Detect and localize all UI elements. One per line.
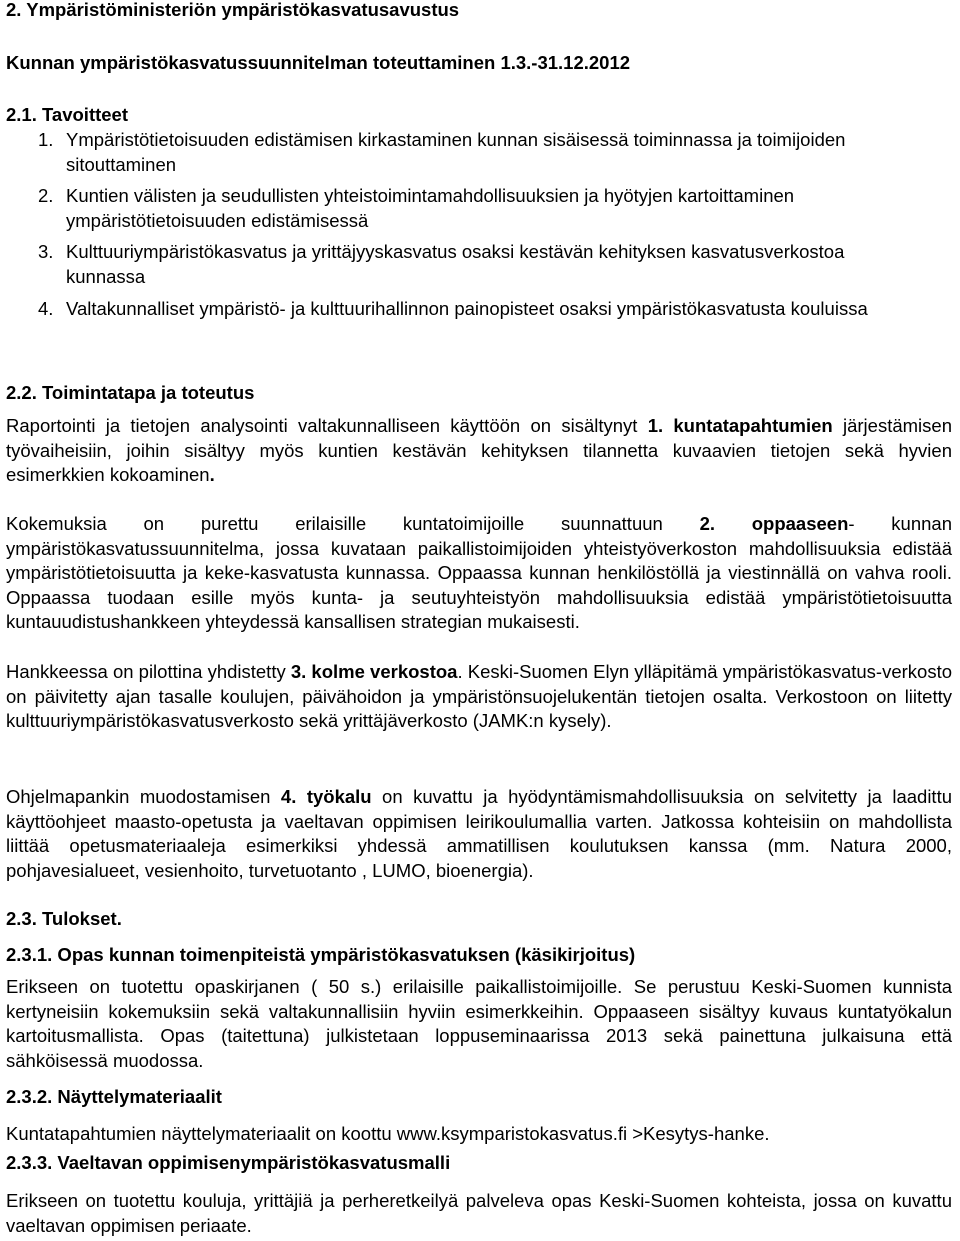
list-item (6, 240, 920, 297)
results-section-1-text: Erikseen on tuotettu opaskirjanen ( 50 s.) erilaisille paikallistoimijoille. Se perustuu Keski-Suomen kunnista kertyneisiin kokemuksiin sekä valtakunnallisiin hyviin esimerkkeihin. Oppaaseen sisältyy kuvaus kuntatyökalun kartoitusmallista. Opas (taitettuna) julkistetaan loppuseminaarissa 2013 sekä painettuna julkaisuna että sähköisessä muodossa. (6, 976, 952, 1071)
results-heading: 2.3. Tulokset. (6, 908, 122, 929)
text-span: Hankkeessa on pilottina yhdistetty (6, 661, 291, 682)
approach-paragraph-4 (6, 785, 952, 883)
list-item (6, 128, 920, 184)
page-title: 2. Ympäristöministeriön ympäristökasvatusavustus (6, 0, 460, 20)
bold-span: 4. työkalu (280, 786, 372, 807)
results-section-2-text: Kuntatapahtumien näyttelymateriaalit on koottu www.ksymparistokasvatus.fi >Kesytys-hanke. (6, 1123, 770, 1144)
text-span: Raportointi ja tietojen analysointi valtakunnalliseen käyttöön on sisältynyt (6, 415, 648, 436)
bold-span: 1. kuntatapahtumien (647, 415, 833, 436)
list-item (6, 184, 920, 240)
results-section-2-heading: 2.3.2. Näyttelymateriaalit (6, 1086, 222, 1107)
list-item (6, 297, 920, 322)
list-item-text: Kuntien välisten ja seudullisten yhteistoimintamahdollisuuksien ja hyötyjen kartoittaminen ympäristötietoisuuden edistämisessä (66, 185, 795, 231)
list-item-text: Valtakunnalliset ympäristö- ja kulttuurihallinnon painopisteet osaksi ympäristökasvatusta kouluissa (66, 298, 868, 319)
list-item-number: 3. (38, 241, 54, 262)
results-section-1-heading: 2.3.1. Opas kunnan toimenpiteistä ympäristökasvatuksen (käsikirjoitus) (6, 944, 636, 965)
approach-paragraph-2 (6, 512, 952, 635)
approach-paragraph-1 (6, 414, 952, 488)
results-section-3-text: Erikseen on tuotettu kouluja, yrittäjiä ja perheretkeilyä palveleva opas Keski-Suomen kohteista, jossa on kuvattu vaeltavan oppimisen periaate. (6, 1190, 952, 1236)
page-subtitle: Kunnan ympäristökasvatussuunnitelman toteuttaminen 1.3.-31.12.2012 (6, 52, 631, 73)
list-item-text: Kulttuuriympäristökasvatus ja yrittäjyyskasvatus osaksi kestävän kehityksen kasvatusverkostoa kunnassa (66, 241, 845, 287)
text-span: Ohjelmapankin muodostamisen (6, 786, 281, 807)
approach-paragraph-3 (6, 660, 952, 734)
goals-heading: 2.1. Tavoitteet (6, 104, 129, 125)
bold-span: . (209, 464, 215, 485)
text-span: Kokemuksia on purettu erilaisille kuntatoimijoille suunnattuun (6, 513, 700, 534)
results-section-3-heading: 2.3.3. Vaeltavan oppimisenympäristökasvatusmalli (6, 1152, 451, 1173)
list-item-number: 2. (38, 185, 54, 206)
goals-list (6, 128, 920, 322)
text-span: järjestämisen työvaiheisiin, joihin sisältyy myös kuntien kestävän kehityksen tilannetta kuvaavien tietojen sekä hyvien esimerkkien kokoaminen (6, 415, 952, 485)
list-item-number: 4. (38, 298, 54, 319)
text-span: on kuvattu ja hyödyntämismahdollisuuksia on selvitetty ja laadittu käyttöohjeet maasto-opetusta ja vaeltavan oppimisen leirikoulumallia varten. Jatkossa kohteisiin on mahdollista liittää opetusmateriaaleja esimerkiksi yhdessä ammatillisen koulutuksen kanssa (mm. Natura 2000, pohjavesialueet, vesienhoito, turvetuotanto , LUMO, bioenergia). (6, 786, 952, 881)
bold-span: 3. kolme verkostoa (290, 661, 458, 682)
list-item-number: 1. (38, 129, 54, 150)
bold-span: 2. oppaaseen (699, 513, 849, 534)
approach-heading: 2.2. Toimintatapa ja toteutus (6, 382, 255, 403)
text-span: . Keski-Suomen Elyn ylläpitämä ympäristökasvatus-verkosto on päivitetty ajan tasalle koulujen, päivähoidon ja ympäristönsuojelukentän tietojen osalta. Verkostoon on liitetty kulttuuriympäristökasvatusverkosto sekä yrittäjäverkosto (JAMK:n kysely). (6, 661, 953, 731)
list-item-text: Ympäristötietoisuuden edistämisen kirkastaminen kunnan sisäisessä toiminnassa ja toimijoiden sitouttaminen (66, 129, 846, 175)
text-span: - kunnan ympäristökasvatussuunnitelma, jossa kuvataan paikallistoimijoiden yhteistyöverkoston mahdollisuuksia edistää ympäristötietoisuutta ja keke-kasvatusta kunnassa. Oppaassa kunnan henkilöstöllä ja viestinnällä on vahva rooli. Oppaassa tuodaan esille myös kunta- ja seutuyhteistyön mahdollisuuksia edistää ympäristötietoisuutta kuntauudistushankkeen yhteydessä kansallisen strategian mukaisesti. (6, 513, 952, 632)
